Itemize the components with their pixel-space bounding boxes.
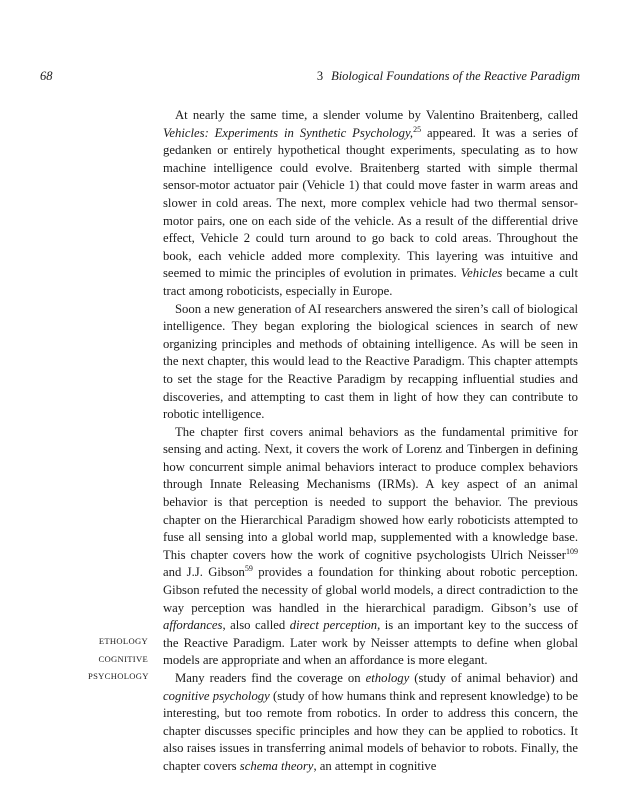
italic-run: ethology	[365, 671, 410, 685]
citation-ref: 59	[244, 564, 253, 574]
italic-run: Vehicles	[460, 266, 503, 281]
text-run: (study of animal behavior) and	[409, 671, 578, 685]
paragraph-4	[163, 670, 578, 776]
body-text	[163, 107, 578, 776]
text-run: and J.J. Gibson	[163, 565, 245, 580]
paragraph-3	[163, 424, 578, 670]
running-head	[317, 69, 580, 84]
margin-notes	[88, 633, 148, 686]
text-run: became a cult tract among roboticists, especially in Europe.	[163, 266, 578, 298]
text-run: , also called	[222, 618, 290, 633]
citation-ref: 109	[566, 546, 578, 556]
text-run: , is an important key to the success of the Reactive Paradigm. Later work by Neisser attempts to define when global models are appropriate and when an affordance is more elegant.	[163, 618, 578, 668]
text-run: The chapter first covers animal behaviors as the fundamental primitive for sensing and acting. Next, it covers the work of Lorenz and Tinbergen in defining how concurrent simple animal behaviors interact to produce complex behaviors through Innate Releasing Mechanisms (IRMs). A key aspect of an animal behavior is that perception is needed to support the behavior. The previous chapter on the Hierarchical Paradigm showed how early roboticists attempted to fuse all sensing into a global world map, supplemented with a knowledge base. This chapter covers how the work of cognitive psychologists Ulrich Neisser	[163, 424, 578, 562]
margin-note-psychology: PSYCHOLOGY	[88, 671, 149, 682]
paragraph-1	[163, 107, 578, 301]
chapter-number: 3	[316, 69, 324, 83]
text-run: Soon a new generation of AI researchers answered the siren’s call of biological intelligence. They began exploring the biological sciences in search of new organizing principles and methods of obtaining intelligence. As will be seen in the next chapter, this would lead to the Reactive Paradigm. This chapter attempts to set the stage for the Reactive Paradigm by recapping influential studies and discoveries, and attempting to cast them in light of how they can contribute to robotic intelligence.	[163, 301, 578, 422]
citation-ref: 25	[413, 124, 422, 134]
italic-run: Vehicles: Experiments in Synthetic Psychology,	[163, 125, 414, 140]
paragraph-2	[163, 301, 578, 424]
text-run: At nearly the same time, a slender volume by Valentino Braitenberg, called	[175, 108, 578, 122]
text-run: , an attempt in cognitive	[313, 758, 437, 773]
italic-run: schema theory	[239, 758, 314, 773]
page-number: 68	[40, 69, 53, 83]
italic-run: cognitive psychology	[163, 688, 270, 703]
margin-note-cognitive: COGNITIVE	[98, 653, 148, 664]
text-run: appeared. It was a series of gedanken or entirely hypothetical thought experiments, speculating as to how machine intelligence could evolve. Braitenberg started with simple thermal sensor-motor actuator pair (Vehicle 1) that could move faster in warm areas and slower in cold areas. The next, more complex vehicle had two thermal sensor-motor pairs, one on each side of the vehicle. As a result of the differential drive effect, Vehicle 2 could turn around to go back to cold areas. Throughout the book, each vehicle added more complexity. This layering was intuitive and seemed to mimic the principles of evolution in primates.	[163, 125, 578, 281]
italic-run: affordances	[163, 618, 223, 633]
margin-note-ethology: ETHOLOGY	[98, 636, 148, 646]
text-run: provides a foundation for thinking about robotic perception. Gibson refuted the necessity of global world models, a direct contradiction to the way perception was handled in the hierarchical paradigm. Gibson’s use of	[163, 565, 578, 615]
italic-run: direct perception	[289, 618, 378, 633]
chapter-title: Biological Foundations of the Reactive Paradigm	[331, 69, 580, 83]
text-run: Many readers find the coverage on	[175, 671, 366, 685]
text-run: (study of how humans think and represent knowledge) to be interesting, but too remote from robotics. In order to address this concern, the chapter discusses specific principles and how they can be applied to robotics. It also raises issues in transferring animal models of behavior to robots. Finally, the chapter covers	[163, 688, 578, 773]
